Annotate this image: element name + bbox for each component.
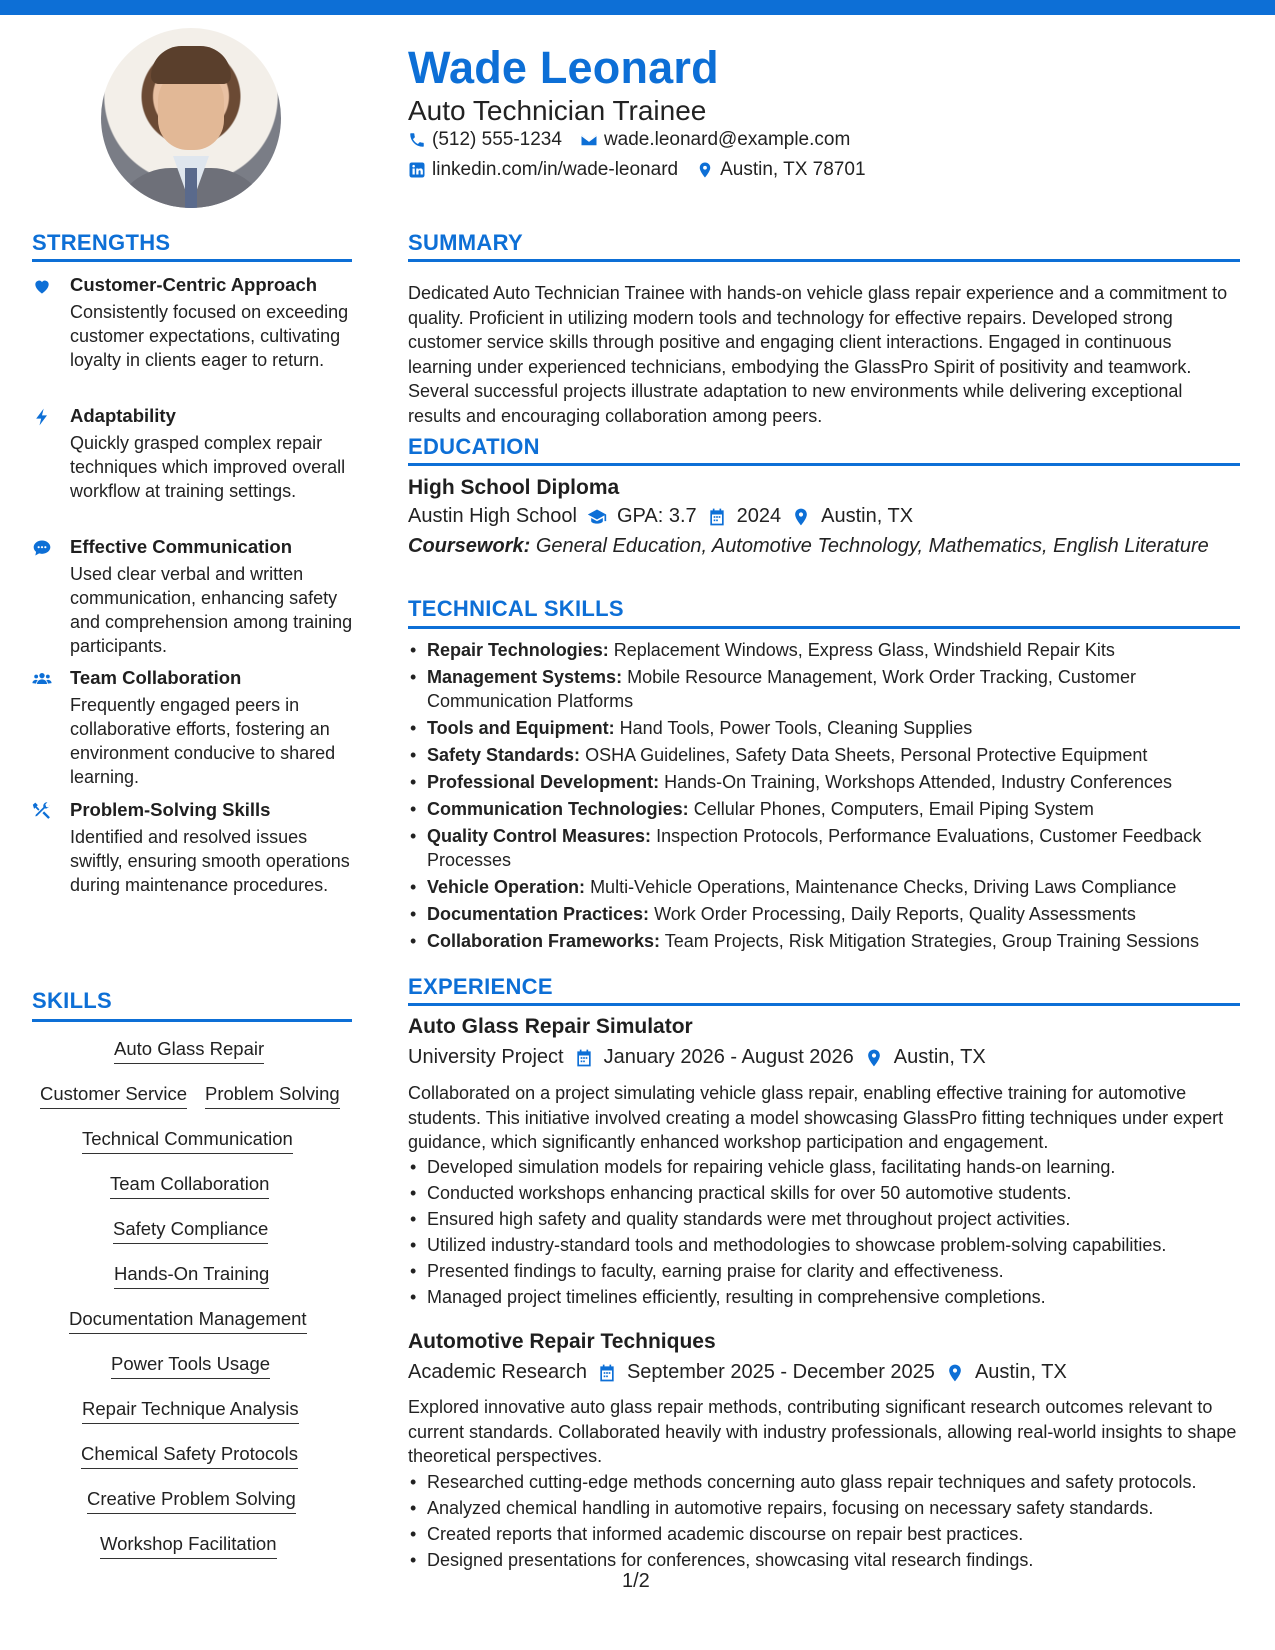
contact-row-2 bbox=[408, 159, 866, 181]
strength-desc: Quickly grasped complex repair techniques which improved overall workflow at training settings. bbox=[70, 433, 346, 501]
phone-text[interactable]: (512) 555-1234 bbox=[432, 129, 562, 150]
list-item: • Developed simulation models for repairing vehicle glass, facilitating hands-on learning. bbox=[408, 1155, 1238, 1179]
job-location: Austin, TX bbox=[974, 1361, 1067, 1383]
candidate-name: Wade Leonard bbox=[408, 42, 719, 93]
skill-tag: Problem Solving bbox=[205, 1083, 340, 1109]
strength-desc: Used clear verbal and written communication, enhancing safety and comprehension among training participants. bbox=[70, 564, 353, 656]
technical-skills-heading: TECHNICAL SKILLS bbox=[408, 596, 624, 621]
skill-tag: Safety Compliance bbox=[113, 1218, 268, 1244]
graduation-cap-icon bbox=[587, 507, 607, 527]
job-dates: September 2025 - December 2025 bbox=[626, 1361, 935, 1383]
list-item: • Repair Technologies: Replacement Windows, Express Glass, Windshield Repair Kits bbox=[408, 638, 1238, 662]
skills-heading: SKILLS bbox=[32, 988, 113, 1013]
list-item: • Professional Development: Hands-On Training, Workshops Attended, Industry Conferences bbox=[408, 770, 1238, 794]
skill-tag: Team Collaboration bbox=[110, 1173, 269, 1199]
calendar-icon bbox=[707, 507, 727, 527]
chat-icon bbox=[32, 538, 54, 560]
contact-row-1 bbox=[408, 129, 850, 151]
list-item: • Analyzed chemical handling in automotive repairs, focusing on necessary safety standards. bbox=[408, 1496, 1238, 1520]
skill-tag: Hands-On Training bbox=[114, 1263, 269, 1289]
email-text[interactable]: wade.leonard@example.com bbox=[603, 129, 851, 150]
list-item: • Created reports that informed academic discourse on repair best practices. bbox=[408, 1522, 1238, 1546]
list-item: • Communication Technologies: Cellular Phones, Computers, Email Piping System bbox=[408, 797, 1238, 821]
page-number: 1/2 bbox=[622, 1570, 650, 1592]
list-item: • Presented findings to faculty, earning praise for clarity and effectiveness. bbox=[408, 1259, 1238, 1283]
location-pin-icon bbox=[864, 1048, 884, 1068]
skills-divider bbox=[32, 1019, 352, 1022]
education-meta bbox=[408, 505, 913, 528]
list-item: • Conducted workshops enhancing practical skills for over 50 automotive students. bbox=[408, 1181, 1238, 1205]
experience-heading: EXPERIENCE bbox=[408, 974, 553, 999]
linkedin-icon bbox=[408, 161, 426, 179]
strengths-heading: STRENGTHS bbox=[32, 230, 171, 255]
strength-desc: Frequently engaged peers in collaborative efforts, fostering an environment conducive to shared learning. bbox=[70, 695, 336, 787]
strength-desc: Identified and resolved issues swiftly, ensuring smooth operations during maintenance procedures. bbox=[70, 827, 350, 895]
school-name: Austin High School bbox=[408, 505, 577, 527]
strength-desc: Consistently focused on exceeding customer expectations, cultivating loyalty in clients eager to return. bbox=[70, 302, 349, 370]
bolt-icon bbox=[32, 407, 54, 429]
job-bullets bbox=[408, 1470, 1238, 1574]
job-meta bbox=[408, 1046, 986, 1069]
list-item: • Management Systems: Mobile Resource Management, Work Order Tracking, Customer Communication Platforms bbox=[408, 665, 1238, 713]
strength-title: Customer-Centric Approach bbox=[70, 274, 318, 295]
job-dates: January 2026 - August 2026 bbox=[603, 1046, 854, 1068]
summary-divider bbox=[408, 259, 1240, 262]
job-title: Automotive Repair Techniques bbox=[408, 1330, 716, 1353]
email-icon bbox=[580, 131, 598, 149]
graduation-year: 2024 bbox=[736, 505, 782, 527]
skill-tag: Power Tools Usage bbox=[111, 1353, 270, 1379]
linkedin-text[interactable]: linkedin.com/in/wade-leonard bbox=[432, 159, 679, 180]
technical-skills-divider bbox=[408, 626, 1240, 629]
strength-title: Team Collaboration bbox=[70, 667, 242, 688]
strength-title: Effective Communication bbox=[70, 536, 293, 557]
summary-text: Dedicated Auto Technician Trainee with hands-on vehicle glass repair experience and a commitment to quality. Proficient in utilizing modern tools and technology for effective repairs. Developed strong customer service skills through positive and engaging client interactions. Engaged in continuous learning under experienced technicians, embodying the GlassPro Spirit of positivity and teamwork. Several successful projects illustrate adaptation to new environments while delivering exceptional results and encouraging collaboration among peers. bbox=[408, 283, 1228, 426]
job-location: Austin, TX bbox=[893, 1046, 986, 1068]
experience-divider bbox=[408, 1003, 1240, 1006]
summary-heading: SUMMARY bbox=[408, 230, 523, 255]
location-text: Austin, TX 78701 bbox=[720, 159, 866, 180]
coursework-list: General Education, Automotive Technology, Mathematics, English Literature bbox=[535, 535, 1209, 557]
skill-tag: Chemical Safety Protocols bbox=[81, 1443, 298, 1469]
education-heading: EDUCATION bbox=[408, 434, 540, 459]
skill-tag: Creative Problem Solving bbox=[87, 1488, 296, 1514]
users-icon bbox=[32, 669, 54, 691]
job-org: Academic Research bbox=[408, 1361, 587, 1383]
coursework bbox=[408, 535, 1209, 558]
list-item: • Documentation Practices: Work Order Processing, Daily Reports, Quality Assessments bbox=[408, 902, 1238, 926]
list-item: • Researched cutting-edge methods concerning auto glass repair techniques and safety protocols. bbox=[408, 1470, 1238, 1494]
list-item: • Vehicle Operation: Multi-Vehicle Operations, Maintenance Checks, Driving Laws Compliance bbox=[408, 875, 1238, 899]
list-item: • Quality Control Measures: Inspection Protocols, Performance Evaluations, Customer Feedback Processes bbox=[408, 824, 1238, 872]
job-title: Auto Glass Repair Simulator bbox=[408, 1015, 693, 1038]
tools-icon bbox=[32, 801, 54, 823]
list-item: • Tools and Equipment: Hand Tools, Power Tools, Cleaning Supplies bbox=[408, 716, 1238, 740]
list-item: • Collaboration Frameworks: Team Projects, Risk Mitigation Strategies, Group Training Sessions bbox=[408, 929, 1238, 953]
skill-tag: Auto Glass Repair bbox=[114, 1038, 264, 1064]
job-description: Explored innovative auto glass repair methods, contributing significant research outcomes relevant to current standards. Collaborated heavily with industry professionals, allowing real-world insights to shape theoretical perspectives. bbox=[408, 1397, 1237, 1466]
list-item: • Utilized industry-standard tools and methodologies to showcase problem-solving capabilities. bbox=[408, 1233, 1238, 1257]
degree-title: High School Diploma bbox=[408, 476, 620, 499]
strength-title: Adaptability bbox=[70, 405, 176, 426]
top-accent-bar bbox=[0, 0, 1275, 15]
skill-tag: Customer Service bbox=[40, 1083, 187, 1109]
gpa-text: GPA: 3.7 bbox=[616, 505, 697, 527]
technical-skills-list bbox=[408, 638, 1238, 956]
skill-tag: Documentation Management bbox=[69, 1308, 307, 1334]
heart-icon bbox=[32, 276, 54, 298]
phone-icon bbox=[408, 131, 426, 149]
skill-tag: Repair Technique Analysis bbox=[82, 1398, 299, 1424]
calendar-icon bbox=[574, 1048, 594, 1068]
strength-title: Problem-Solving Skills bbox=[70, 799, 271, 820]
skill-tag: Technical Communication bbox=[82, 1128, 293, 1154]
location-pin-icon bbox=[791, 507, 811, 527]
location-pin-icon bbox=[696, 161, 714, 179]
job-org: University Project bbox=[408, 1046, 564, 1068]
skill-tag: Workshop Facilitation bbox=[100, 1533, 277, 1559]
job-description: Collaborated on a project simulating vehicle glass repair, enabling effective training for automotive students. This initiative involved creating a model showcasing GlassPro fitting techniques under expert guidance, which significantly enhanced workshop participation and engagement. bbox=[408, 1083, 1224, 1152]
job-meta bbox=[408, 1361, 1067, 1384]
job-title: Auto Technician Trainee bbox=[408, 95, 707, 126]
profile-photo bbox=[101, 28, 281, 208]
education-divider bbox=[408, 463, 1240, 466]
school-location: Austin, TX bbox=[821, 505, 914, 527]
list-item: • Managed project timelines efficiently, resulting in comprehensive completions. bbox=[408, 1285, 1238, 1309]
list-item: • Ensured high safety and quality standards were met throughout project activities. bbox=[408, 1207, 1238, 1231]
strengths-divider bbox=[32, 259, 352, 262]
list-item: • Designed presentations for conferences, showcasing vital research findings. bbox=[408, 1548, 1238, 1572]
list-item: • Safety Standards: OSHA Guidelines, Safety Data Sheets, Personal Protective Equipment bbox=[408, 743, 1238, 767]
coursework-label: Coursework: bbox=[408, 535, 531, 557]
job-bullets bbox=[408, 1155, 1238, 1311]
calendar-icon bbox=[597, 1363, 617, 1383]
location-pin-icon bbox=[945, 1363, 965, 1383]
